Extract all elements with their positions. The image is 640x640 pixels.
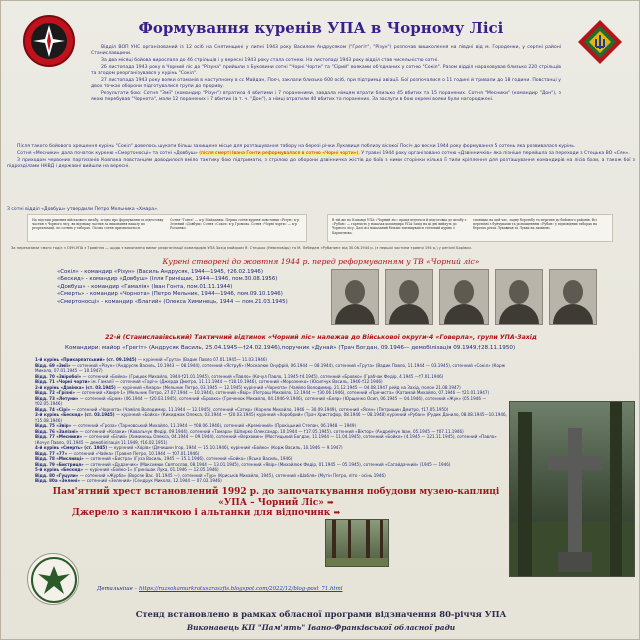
roster-entry <box>35 434 511 445</box>
order-document-right <box>327 214 613 242</box>
kurin-item: «Довбуш» - командир «Гамалія» (Іван Гонта, пом.01.11.1944) <box>57 283 233 290</box>
roster-unit: Відд. 74 «Сірі» <box>35 406 71 412</box>
roster-unit: 5-й курінь «Бескид» <box>35 467 84 472</box>
chapel-line <box>41 507 371 518</box>
kurins-heading: Курені створені до жовтня 1944 р. перед реформуванням у ТВ «Чорний ліс» <box>162 257 480 266</box>
roster-unit: Відд. 69 «Змії» <box>35 362 71 368</box>
roster-details: — сотенний «Дуданчик» (Максимюк Святослав, 08.1944 — 13.01.1945), сотенний «Явір» (Михайлюк Федір, 01.1945 — 05.1945), сотенний «Сагайдачний» (1945 — 1946) <box>85 461 451 467</box>
roster-details: — сотенний «Бойко» (Грицюк Михайло, 1944-†21.01.1945), сотенний «Павло» (Кочул Павло, 1.1945-†4.1945), сотенний «Бровко» (Грабчак Федір, 4.1945 —†7.01.1946) <box>82 373 444 379</box>
more-info-line <box>97 586 497 592</box>
roster-unit: Відд. 70 «Звіробої» <box>35 373 82 379</box>
roster-details: — курінний «Грута» (Вадик Павло 07.01.1945— 11.03.1946) <box>137 357 268 362</box>
more-info-label: Детальніше – <box>97 586 138 592</box>
roster-unit: Відд. 78 «Мисливці» <box>35 456 84 461</box>
coat-of-arms-icon <box>577 19 623 65</box>
roster-unit: Відд. 72 «Грізні» <box>35 390 76 395</box>
portrait-photo <box>495 269 543 325</box>
roster-details: — сотенний «Білий» (Химинець Олекса, 04.1944 — 09.1944), сотенний «Верховин» (Мостицький Богдан, 11.1944 — 11.04.1945), сотенний «Бойко» (4.1945 — 121.11.1945), сотенний «Павло» (Кочул Павло, 01.1945 — демобілізація 11.1949, †16.02.1951) <box>35 434 497 445</box>
intro-paragraph: Відділ ВОП УНС організований із 12 осіб на Снятинщині у липні 1943 року Василем Андрусяком ("Грегіт", "Різун") розпочав вишколення на півдні від м. Городенки, у серпні районі Станиславщини. <box>91 45 561 57</box>
roster-details: ім. Гамалії — сотенний «Гаріч» (Джерда Дмитро, 11.11.1944 — †18.10.1946), сотенний «Морозенко» (Юсипчук Василь, 1946-†12.1946) <box>91 379 383 384</box>
intro-paragraph: 26 листопада 1943 року в Чорний ліс до "Різуна" прийшли з Буковини сотні "Чорні Чорти" та "Сірий" вояками об'єднаних у сотню "Сокіл". Разом відділ нараховував близько 220 стрільців та згодом реорганізувався у курінь "Сокіл". <box>91 64 561 77</box>
roster-unit: 4-й курінь «Смерть» (ст. 1945) <box>35 445 108 450</box>
chapel-text: Джерело з капличкою і альтанки для відпочинк <box>71 508 331 518</box>
roster-details: — сотенний «Чорнота» (Чаяйло Володимир, 11.1944 — 12.1945), сотенний «Сатир» (Корняк Михайло, 1946 — 30.09.1949), сотенний «Ясен» (Петришин Дмитро, †17.05.1950) <box>71 406 449 412</box>
roster-details: — курінний «Хмара» (Мельник Петро, 03.1945 — 12.1945) курінний «Чорнота» (Чаяйло Володимир, 21.12.1945 — 04.08.1947 рейд на Захід, полон 21.08.1947) <box>117 384 461 390</box>
roster-details: — сотенний «Зелений» (Сендрук Микола, 12.1944 — 07.02.1946) <box>81 478 222 483</box>
kurin-item: «Смерть» - командир «Чорнота» (Петро Мельник, 1944—1946, пом.09.10.1946) <box>57 291 283 298</box>
units-roster <box>35 357 511 484</box>
roster-unit: Відд. 75 «Звір» <box>35 423 72 428</box>
roster-entry <box>35 478 511 484</box>
chapel-photo <box>325 519 389 567</box>
more-info-link[interactable]: https://ruzsokamurkratuszraszfis.blogspot.com/2022/12/blog-post_71.html <box>138 586 343 592</box>
roster-unit: Відд. 80а «Зелені» <box>35 478 80 483</box>
roster-entry <box>35 396 511 407</box>
portrait-photo <box>331 269 379 325</box>
kurins-list <box>57 269 307 306</box>
trident-cross-icon <box>29 21 69 61</box>
intro-text <box>91 45 561 104</box>
orders-caption: За переказами «мого тоді» з ОУН-УПА з Травіння — щодо з виконання вимог реорганізації командирів УПА Захід майором Я. Стецько (Невсповідь) та М. Лебедем «Рубаном» від 30.06.1944 р. (з першої частини травня 194 р.) у регіоні Борівки. <box>11 246 472 250</box>
highlighted-note: (після смерті Івана Гонти реформувалася в сотню «Чорні чорти»). <box>199 150 360 156</box>
order-document-left <box>27 214 307 242</box>
roster-details: — сотенний «Козаки» (Ковальчук Федір, 09.1944), сотенний «Тамара» (Шпирко Олександр, 10.1944 — †17.05.1945), сотенний «Віктор» (Андрейчук Іван, 05.1945 — †07.11.1946) <box>79 428 464 434</box>
roster-unit: Відд. 76 «Залізні» <box>35 428 79 434</box>
order-text: Сотня "Гонта" — к-р Майданюк. Перша сотня куреня повстанця «Різун» к-р Зелений «Довбуш» Сотня «Сокіл» к-р Громова. Сотня «Чорні чорти» — к-р Ротаєнко. <box>170 218 299 231</box>
page-title: Формування куренів УПА в Чорному Лісі <box>138 19 504 37</box>
roster-details: — курінний «Бойко-1» (Гринішак Лука, 01.1946 — 12.05.1946) <box>84 467 219 472</box>
intro-paragraph: 27 листопада 1943 року вояки отаманів в наступному в сс Майдан, Поєч, заклали близько 600 осіб, при підтримці авіації. Бої розпочалися о 11 годині й тривали до 18 години. Повстанці у двох точках оборони підготувалися групи до прориву. <box>91 77 561 90</box>
history-paragraph: Після такого бойового хрещення курінь "Сокіл" довелось шукати більш захищене місце для розташування табору на березі річки Лукавиця поблизу вісокої Посіч до весни 1944 року формування 5 сотень яка розвивалася курінь. <box>17 144 576 149</box>
roster-details: — сотенний «Журба» (Ворсяк Вас. 01.1945 —), сотенний «Тур» (Криськів Михайло, 1945), сотенний «Шабля» (Мутін Петро, літо - осінь 1946) <box>79 472 386 478</box>
roster-unit: 3-й курінь «Бескид» (ст. 03.1945) <box>35 412 115 417</box>
commanders-line: Командири: майор «Грегіт» (Андрусяк Василь, 25.04.1945—†24.02.1946),поручник «Дунай» (Трач Богдан, 09.1946— демобілізація 09.1949,†28.11.1950) <box>65 345 516 351</box>
order-text: сповіщає на цей час, задну боротьбу та перетин до бойового районів. Всі перевізні з бунчуками та розміщенням «Рубан» у відповідних таборах на берегах річок Лукавиця та Луква на зимівлю. <box>473 218 597 231</box>
portrait-photo <box>385 269 433 325</box>
roster-details: — сотенний «Бистра» (Гуза Василь, 1945 — 15.1.1946), сотенний «Бойко» (Ясько Василь, 1946) <box>85 456 293 461</box>
arrow-right-icon: ➡ <box>327 497 334 507</box>
kurin-item: «Бескид» - командир «Довбуш» (Ілля Гриніщак, 1944—1946, пом.30.08.1956) <box>57 276 278 283</box>
history-sentence: Сотня «Месники» дала початок куреню «Смертоносці» та сотні «Довбуш» <box>17 150 198 156</box>
roster-details: — сотенний «Бром» (06.1944 — †20.03.1945), сотенний «Бровко» (Греченюк Михайло, 04.1946-9.1946), сотенний «Бояр» (Юрщенко Осип, 06.1945 — 04.1946), сотенний «Жук» (05.1946 — †02.05.1946) <box>35 395 487 406</box>
upa-emblem-icon <box>23 15 75 67</box>
roster-details: — сотенний «Чайка» (Травня Петро, 10.1944 — †07.01.1946) <box>68 450 200 456</box>
roster-unit: 1-й курінь «Прикарпатський» (ст. 09.1945) <box>35 357 137 362</box>
roster-unit: Відд. 77 «77» <box>35 450 68 456</box>
roster-details: — курінний «Хорів» (Дячишин Ігор, 1944 — 15.10.1946), курінний «Бойко» (Корж Василь, 10.1946 — 9.1947) <box>108 445 343 450</box>
footer-program: Стенд встановлено в рамках обласної програми відзначення 80-річчя УПА <box>135 609 507 619</box>
roster-unit: Відд. 77 «Месники» <box>35 434 83 439</box>
roster-details: — сотенний «Різун» (Андрусяк Василь, 10.1943 — 08.1944), сотенний «Яструб» (Москалюк Онуфрій, 06.1944 — 08.1944), сотенний «Грута» (Вадик Павло, 11.1944 — 03.1945), сотенний «Сокіл» (Корж Микола, 07.01.1945 — 10.1947) <box>35 362 506 373</box>
roster-unit: 2-й курінь «Дзвінка» (ст. 03.1945) <box>35 384 116 390</box>
history-paragraph: З приходом червоних партизанів Ковпака повстанцям доводилося вміло тактику бою підтримати, з стрілою до оборони дзвінничка жістів до боїв з ними сторінки кілька її тили кріплення для розташування командирів на лісів бази, а також бої з підрозділами НКВД і державні вийшли на вересні. <box>7 157 635 169</box>
orders-title: З сотні відділ «Довбуш» утвердили Петро Мельника «Хмара». <box>7 207 159 212</box>
memorial-line <box>41 487 511 508</box>
intro-paragraph: Результати бою: Сотня "Змії" (командир "Різун") втратила 4 вбитими і 7 пораненими, завдала німцям втрати близько 45 вбитих та 15 поранених. Сотня "Месники" (командир "Дон"), з якою перебував "Чорнота", мали 12 поранених і 7 вбитих (а т. ч. "Дон"), а німці втратили 40 вбитих та поранених. За заслуги в бою окремі вояки були нагороджені. <box>91 91 561 103</box>
portrait-photo <box>439 269 489 325</box>
order-text: На підставі рішення військового штабу, згідно про формування та підготовку частин з Чорного лісу, як відзнаку частин за виконання наказу по реорганізації, по сотнях у таборах. Лісова сотня призначається. <box>32 218 164 231</box>
memorial-text: Пам'ятний хрест встановлений 1992 р. до започаткування побудови музею-каплиці «УПА – Чорний Ліс» <box>52 487 500 508</box>
kurin-item: «Смертоносці» - командир «Благий» (Олекса Химинець, 1944 — пом.21.03.1945) <box>57 298 288 305</box>
order-text: В тій же по Команді УПА «Чорний ліс» праця ведеться й підготовка до штабу з «Рубан» — гарячість у наказах командира УПА-Захід на ці дні вийдуть до Чорного лісу. Далі всі наказаний більше зменшувався стелевий курінь з Кармелюка. <box>332 218 467 235</box>
history-text <box>7 144 635 171</box>
portrait-photo <box>549 269 597 325</box>
footer-executor: Виконавець КП "Пам'ять" Івано-Франківської обласної ради <box>186 623 456 632</box>
intro-paragraph: За два місяці бойова вирослала до 46 стрільців і у вересні 1943 року стала сотнею. На листопаді 1943 року відділ став чисельністю сотні. <box>101 58 439 64</box>
kurin-item: «Сокіл» - командир «Різун» (Василь Андрусяк, 1944—1945, †26.02.1946) <box>57 269 263 275</box>
roster-unit: Відд. 79 «Бистриця» <box>35 461 84 467</box>
roster-unit: Відд. 71 «Чорні чорти» <box>35 379 91 384</box>
roster-entry <box>35 363 511 374</box>
roster-unit: Відд. 80 «Гуцули» <box>35 472 79 478</box>
roster-entry <box>35 412 511 423</box>
eagle-emblem-icon <box>27 553 79 605</box>
tactical-sector-heading: 22-й (Станиславівський) Тактичний відтинок «Чорний ліс» належав до Військової округи-4 «Говерла», групи УПА-Захід <box>105 334 537 341</box>
roster-unit: Відд. 73 «Летуни» <box>35 395 79 401</box>
history-paragraph <box>7 151 635 157</box>
roster-details: — курінний «Бойко» (Кикиджак Олекса, 03.1944 — †20.03.1945) курінний «Хоробрий» (Трач Христофор, 08.1946 — 08.1948) курінний «Рубан» (Рудик Данило, 08.08.1945—10.1946, †15.08.1946) <box>35 412 507 423</box>
memorial-cross-photo <box>509 401 635 577</box>
history-sentence: У травні 1944 року організовано сотню «Дзвінничків» яка пізніше перейшла за переходи з Стецька ВО «Сян». <box>361 150 630 156</box>
roster-details: — сотенний «Хвиря-1» (Мельник Петро, 27.07.1944 — 10.1944), сотенний «Явір» (Петраш Михайло, 12.1944 — †30.06.1946), сотенний «Пречиста» (Катамай Михайло, 07.1946 — †21.01.1947) <box>76 390 490 395</box>
roster-details: — сотенний «Гроза» (Тарновський Михайло, 11.1944 — †08.06.1946), сотенний «Кремінний» (Прокіцький Степан, 06.1948 — 1949) <box>72 423 357 428</box>
arrow-right-icon: ➡ <box>333 507 341 517</box>
